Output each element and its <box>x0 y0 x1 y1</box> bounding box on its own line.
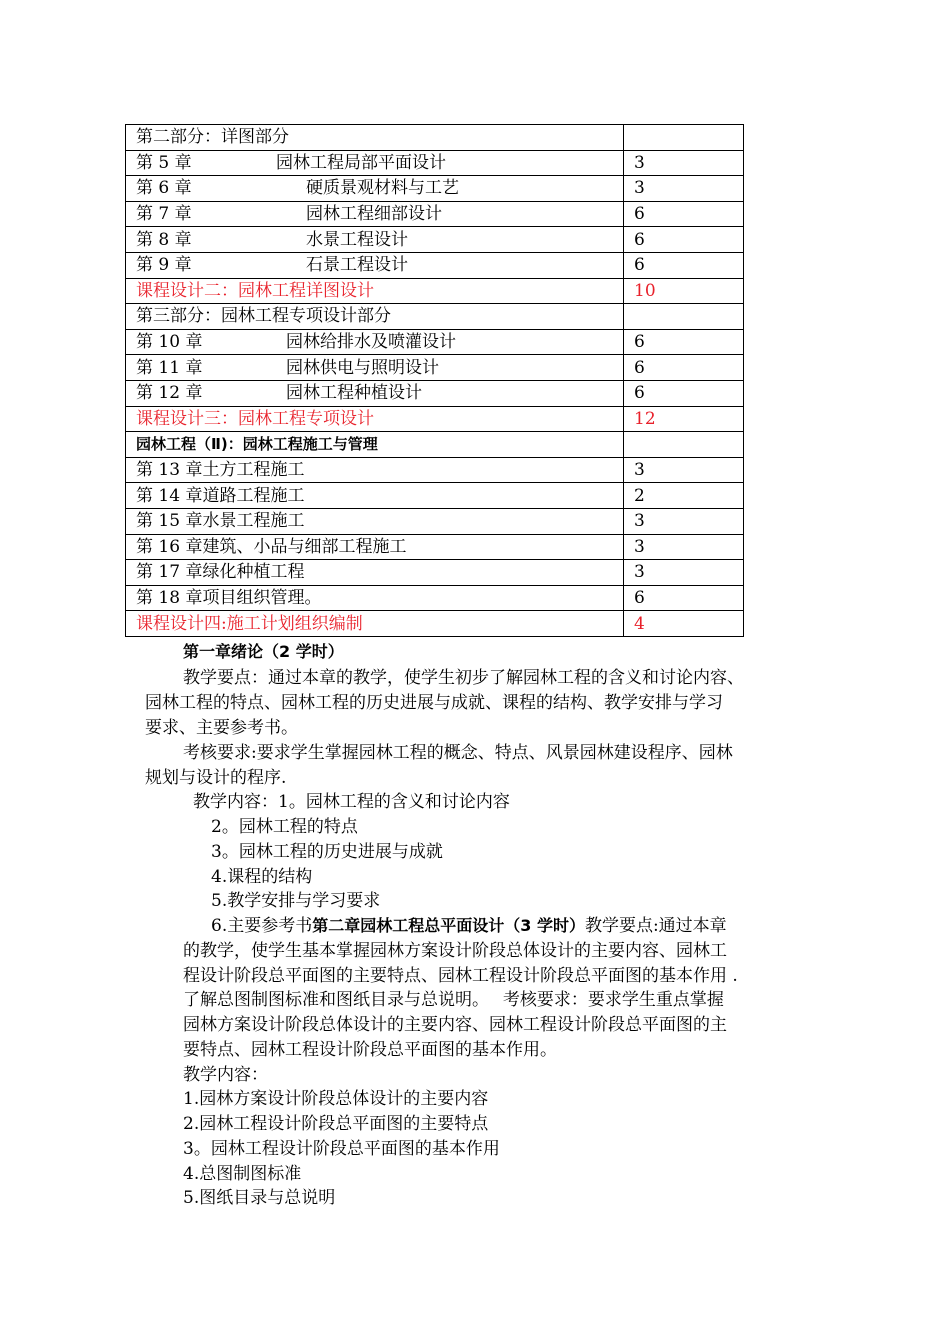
table-row <box>126 534 744 560</box>
table-row <box>126 227 744 253</box>
row-title-cell: 第 14 章道路工程施工 <box>126 483 624 509</box>
row-title-cell: 第 10 章 园林给排水及喷灌设计 <box>126 329 624 355</box>
row-title-cell: 第 17 章绿化种植工程 <box>126 560 624 586</box>
row-title-cell: 课程设计二：园林工程详图设计 <box>126 278 624 304</box>
table-row <box>126 304 744 330</box>
row-hours-cell: 6 <box>624 329 744 355</box>
row-title-cell: 第 8 章 水景工程设计 <box>126 227 624 253</box>
table-row <box>126 483 744 509</box>
row-hours-cell: 3 <box>624 560 744 586</box>
row-title-cell: 第 5 章 园林工程局部平面设计 <box>126 150 624 176</box>
chapter-title: 石景工程设计 <box>306 255 408 276</box>
table-row <box>126 380 744 406</box>
chapter1-points-line2: 园林工程的特点、园林工程的历史进展与成就、课程的结构、教学安排与学习 <box>145 693 723 713</box>
chapter2-item-4: 4.总图制图标准 <box>183 1164 302 1184</box>
table-row <box>126 560 744 586</box>
chapter1-heading: 第一章绪论（2 学时） <box>183 642 344 661</box>
chapter-title: 硬质景观材料与工艺 <box>306 178 459 199</box>
chapter2-item-5: 5.图纸目录与总说明 <box>183 1188 336 1208</box>
row-hours-cell: 3 <box>624 176 744 202</box>
row-hours-cell: 3 <box>624 534 744 560</box>
row-hours-cell: 3 <box>624 150 744 176</box>
table-row <box>126 329 744 355</box>
row-title-cell: 第 6 章 硬质景观材料与工艺 <box>126 176 624 202</box>
row-title-cell: 第 18 章项目组织管理。 <box>126 585 624 611</box>
table-row <box>126 611 744 637</box>
chapter2-heading: 第二章园林工程总平面设计（3 学时） <box>312 916 585 935</box>
chapter2-line4: 了解总图制图标准和图纸目录与总说明。 考核要求：要求学生重点掌握 <box>183 990 724 1010</box>
row-hours-cell: 6 <box>624 252 744 278</box>
chapter1-content-3: 3。园林工程的历史进展与成就 <box>211 842 443 862</box>
chapter1-points-line3: 要求、主要参考书。 <box>145 718 298 738</box>
chapter1-content-2: 2。园林工程的特点 <box>211 817 358 837</box>
chapter2-item-2: 2.园林工程设计阶段总平面图的主要特点 <box>183 1114 489 1134</box>
chapter2-content-label: 教学内容： <box>183 1065 268 1085</box>
row-hours-cell: 3 <box>624 508 744 534</box>
chapter2-item-3: 3。园林工程设计阶段总平面图的基本作用 <box>183 1139 500 1159</box>
row-title-cell: 第 7 章 园林工程细部设计 <box>126 201 624 227</box>
chapter2-line5: 园林方案设计阶段总体设计的主要内容、园林工程设计阶段总平面图的主 <box>183 1015 727 1035</box>
row-title-cell: 第二部分：详图部分 <box>126 125 624 151</box>
row-title-cell: 课程设计三：园林工程专项设计 <box>126 406 624 432</box>
row-hours-cell: 6 <box>624 585 744 611</box>
chapter1-req-line1: 考核要求:要求学生掌握园林工程的概念、特点、风景园林建设程序、园林 <box>183 743 733 763</box>
table-row <box>126 355 744 381</box>
row-title-cell: 第 16 章建筑、小品与细部工程施工 <box>126 534 624 560</box>
row-hours-cell <box>624 304 744 330</box>
chapter1-content-5: 5.教学安排与学习要求 <box>211 891 381 911</box>
row-hours-cell: 3 <box>624 457 744 483</box>
chapter2-line2: 的教学，使学生基本掌握园林方案设计阶段总体设计的主要内容、园林工 <box>183 941 727 961</box>
table-row <box>126 457 744 483</box>
row-hours-cell <box>624 125 744 151</box>
row-title-cell: 第 9 章 石景工程设计 <box>126 252 624 278</box>
row-hours-cell: 2 <box>624 483 744 509</box>
chapter-title: 园林给排水及喷灌设计 <box>286 332 456 353</box>
chapter2-line3: 程设计阶段总平面图的主要特点、园林工程设计阶段总平面图的基本作用 . <box>183 966 738 986</box>
chapter-title: 水景工程设计 <box>306 229 408 250</box>
chapter1-points-line1: 教学要点：通过本章的教学，使学生初步了解园林工程的含义和讨论内容、 <box>183 668 744 688</box>
row-title-cell: 第 13 章土方工程施工 <box>126 457 624 483</box>
chapter-title: 园林供电与照明设计 <box>286 357 439 378</box>
chapter2-item-1: 1.园林方案设计阶段总体设计的主要内容 <box>183 1089 489 1109</box>
table-body <box>126 125 744 637</box>
row-title-cell: 园林工程（Ⅱ)：园林工程施工与管理 <box>126 432 624 458</box>
table-row <box>126 432 744 458</box>
row-title-cell: 第 15 章水景工程施工 <box>126 508 624 534</box>
chapter-title: 园林工程种植设计 <box>286 383 422 404</box>
chapter1-content-6: 6.主要参考书 <box>211 916 313 936</box>
row-hours-cell: 12 <box>624 406 744 432</box>
table-row <box>126 585 744 611</box>
chapter1-content-4: 4.课程的结构 <box>211 867 313 887</box>
chapter2-line6: 要特点、园林工程设计阶段总平面图的基本作用。 <box>183 1040 557 1060</box>
chapter2-points-start: 教学要点:通过本章 <box>584 916 727 936</box>
row-hours-cell <box>624 432 744 458</box>
chapter-title: 园林工程局部平面设计 <box>276 152 446 173</box>
table-row <box>126 176 744 202</box>
row-title-cell: 课程设计四:施工计划组织编制 <box>126 611 624 637</box>
chapter2-intro-line <box>211 914 727 938</box>
table-row <box>126 406 744 432</box>
table-row <box>126 278 744 304</box>
chapter1-content-1: 教学内容：1。园林工程的含义和讨论内容 <box>193 792 510 812</box>
table-row <box>126 201 744 227</box>
table-row <box>126 252 744 278</box>
course-outline-table <box>125 124 744 637</box>
row-title-cell: 第 11 章 园林供电与照明设计 <box>126 355 624 381</box>
row-hours-cell: 6 <box>624 201 744 227</box>
table-row <box>126 508 744 534</box>
table-row <box>126 150 744 176</box>
row-title-cell: 第三部分：园林工程专项设计部分 <box>126 304 624 330</box>
chapter-title: 园林工程细部设计 <box>306 204 442 225</box>
row-hours-cell: 6 <box>624 227 744 253</box>
row-hours-cell: 6 <box>624 355 744 381</box>
table-row <box>126 125 744 151</box>
row-title-cell: 第 12 章 园林工程种植设计 <box>126 380 624 406</box>
row-hours-cell: 4 <box>624 611 744 637</box>
row-hours-cell: 10 <box>624 278 744 304</box>
chapter1-req-line2: 规划与设计的程序. <box>145 768 287 788</box>
row-hours-cell: 6 <box>624 380 744 406</box>
